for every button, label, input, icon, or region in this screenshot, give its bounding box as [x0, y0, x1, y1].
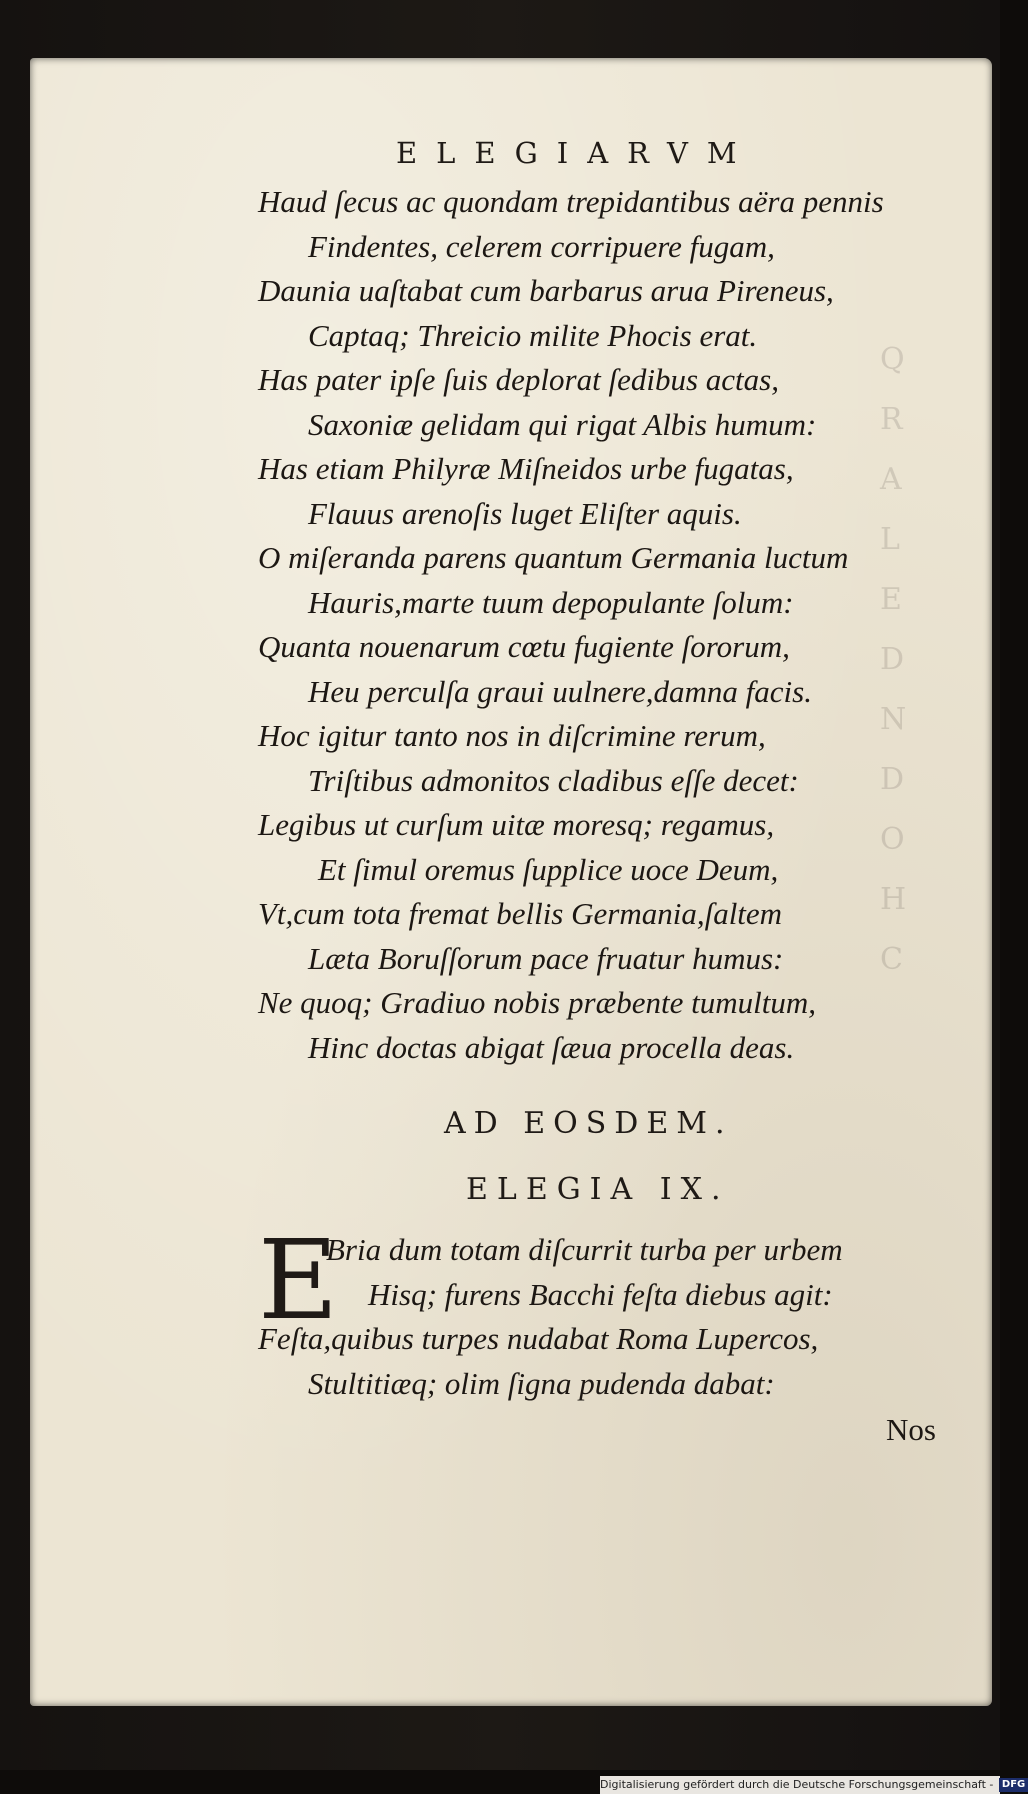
catchword: Nos: [886, 1412, 936, 1447]
running-head: ELEGIARVM: [396, 136, 756, 170]
verse-line: Ne quoq; Gradiuo nobis præbente tumultum,: [258, 985, 816, 1020]
verse-line: Feſta,quibus turpes nudabat Roma Lupercos,: [258, 1321, 819, 1356]
bleed-through-text: Q R A L E D N D O H C: [880, 342, 907, 977]
elegy-title: ELEGIA IX.: [466, 1172, 730, 1207]
verse-line: Legibus ut curſum uitæ moresq; regamus,: [258, 807, 775, 842]
verse-line: Has etiam Philyræ Miſneidos urbe fugatas,: [258, 451, 794, 486]
verse-line: Findentes, celerem corripuere fugam,: [308, 228, 775, 264]
verse-line: Flauus arenoſis luget Eliſter aquis.: [308, 495, 742, 531]
digitization-footer: [600, 1776, 1026, 1794]
verse-line: Daunia uaſtabat cum barbarus arua Pireneus,: [258, 273, 834, 308]
elegy-text: [258, 1216, 958, 1406]
verse-line: O miſeranda parens quantum Germania luctum: [258, 540, 849, 575]
verse-line: Hinc doctas abigat ſæua procella deas.: [308, 1029, 795, 1065]
verse-line: Saxoniæ gelidam qui rigat Albis humum:: [308, 406, 817, 442]
verse-line: Heu perculſa graui uulnere,damna facis.: [308, 673, 812, 709]
poem-text: [258, 180, 958, 1070]
verse-line: Hisq; furens Bacchi feſta diebus agit:: [368, 1276, 833, 1312]
section-heading: AD EOSDEM.: [444, 1106, 733, 1141]
verse-line: Læta Boruſſorum pace fruatur humus:: [308, 940, 784, 976]
verse-line: Bria dum totam diſcurrit turba per urbem: [326, 1232, 843, 1267]
verse-line: Vt,cum tota fremat bellis Germania,ſaltem: [258, 896, 783, 931]
verse-line: Captaq; Threicio milite Phocis erat.: [308, 317, 758, 353]
drop-capital: E: [258, 1216, 339, 1344]
verse-line: Haud ſecus ac quondam trepidantibus aëra pennis: [258, 184, 884, 219]
verse-line: Quanta nouenarum cœtu fugiente ſororum,: [258, 629, 790, 664]
verse-line: Has pater ipſe ſuis deplorat ſedibus actas,: [258, 362, 779, 397]
verse-line: Stultitiæq; olim ſigna pudenda dabat:: [308, 1365, 775, 1401]
verse-line: Hoc igitur tanto nos in diſcrimine rerum,: [258, 718, 766, 753]
verse-line: Hauris,marte tuum depopulante ſolum:: [308, 584, 794, 620]
verse-line: Triſtibus admonitos cladibus eſſe decet:: [308, 762, 799, 798]
verse-line: Et ſimul oremus ſupplice uoce Deum,: [318, 851, 779, 887]
footer-text: Digitalisierung gefördert durch die Deutsche Forschungsgemeinschaft -: [600, 1778, 994, 1791]
dfg-logo-icon: DFG: [999, 1778, 1028, 1792]
